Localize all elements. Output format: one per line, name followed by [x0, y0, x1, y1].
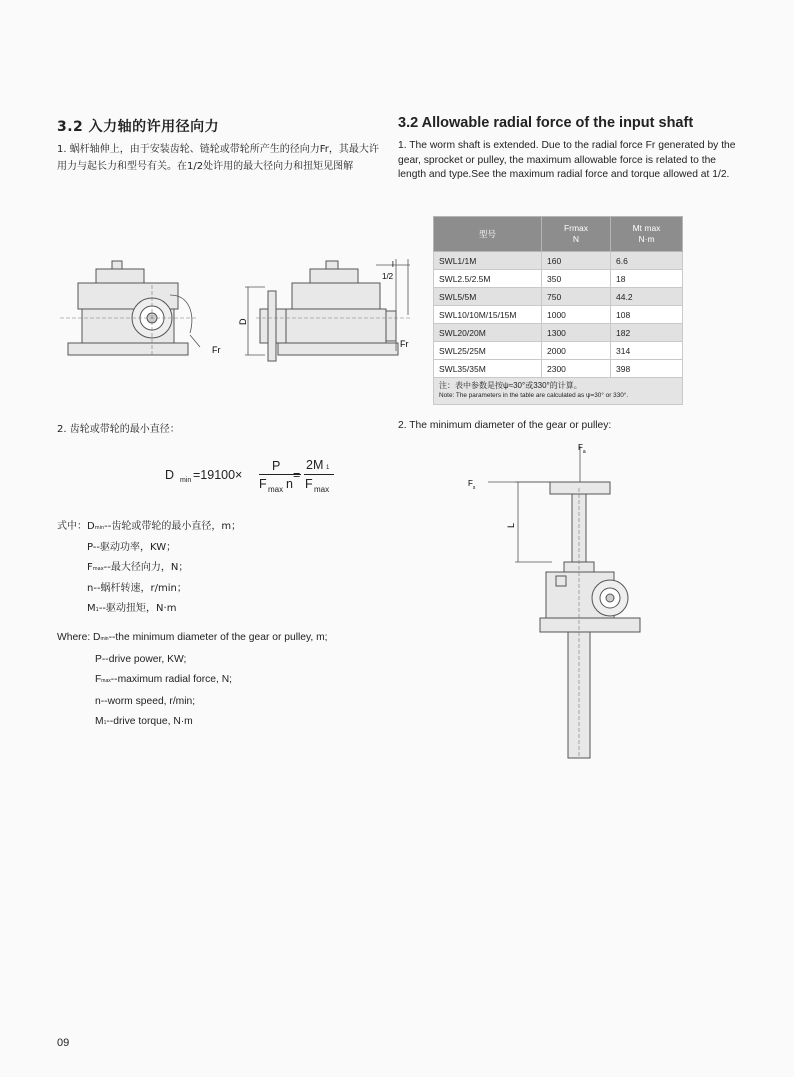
table-row: SWL20/20M 1300 182 — [434, 324, 683, 342]
table-row: SWL35/35M 2300 398 — [434, 360, 683, 378]
l-label: l — [392, 260, 394, 269]
fs-label: $F_s$ — [468, 479, 476, 491]
table-row: SWL10/10M/15/15M 1000 108 — [434, 306, 683, 324]
fr-label-left: Fr — [212, 345, 221, 355]
table-row: SWL25/25M 2000 314 — [434, 342, 683, 360]
table-row: SWL1/1M 160 6.6 — [434, 252, 683, 270]
table-row: SWL2.5/2.5M 350 18 — [434, 270, 683, 288]
section-title-en: 3.2 Allowable radial force of the input shaft — [398, 115, 694, 131]
radial-force-table — [433, 216, 683, 405]
table-row: SWL5/5M 750 44.2 — [434, 288, 683, 306]
length-label: L — [506, 522, 516, 528]
def-line: 式中：Dmin--齿轮或带轮的最小直径，m； — [57, 521, 242, 532]
intro-paragraph-en: 1. The worm shaft is extended. Due to the radial force Fr generated by the gear, sprocket or pulley, the maximum allowable force is related to the length and type.See the maximum radial force and torque allowed at 1/2. — [398, 140, 736, 180]
table-note-en: Note: The parameters in the table are calculated as ψ=30° or 330°. — [439, 392, 629, 399]
intro-paragraph-cn: 1. 蜗杆轴伸上，由于安装齿轮、链轮或带轮所产生的径向力Fr，其最大许用力与起长力和型号有关。在1/2处许用的最大径向力和扭矩见图解 — [57, 144, 379, 172]
def-line: M1--驱动扭矩，N·m — [87, 603, 177, 614]
fr-label-right: Fr — [400, 339, 409, 349]
header-mtmax: Mt max N·m — [611, 217, 683, 252]
definitions-cn — [57, 517, 241, 620]
jack-radial-force-diagram — [60, 255, 420, 375]
def-line: P--驱动功率，KW； — [87, 542, 177, 553]
table-note-cn: 注：表中参数是按ψ≈30°或330°的计算。 — [439, 381, 582, 390]
half-label: 1/2 — [382, 272, 394, 281]
d-label: D — [238, 318, 248, 325]
def-line: n--蜗杆转速，r/min； — [87, 583, 187, 594]
def-line: n--worm speed, r/min; — [95, 695, 196, 707]
page-number: 09 — [57, 1037, 70, 1049]
vertical-jack-diagram — [460, 438, 660, 760]
fa-label: $F_a$ — [578, 443, 586, 455]
header-model: 型号 — [434, 217, 542, 252]
section-title-cn: 3.2 入力轴的许用径向力 — [57, 119, 220, 135]
def-line: P--drive power, KW; — [95, 653, 187, 665]
table-note — [434, 378, 683, 405]
min-diameter-formula: D min =19100× P F max n = 2M 1 F max — [165, 458, 365, 498]
def-line: Fmax--最大径向力，N； — [87, 562, 189, 573]
subsection2-title-cn: 2. 齿轮或带轮的最小直径： — [57, 424, 180, 435]
def-line: M1--drive torque, N·m — [95, 716, 193, 727]
def-line: Fmax--maximum radial force, N; — [95, 674, 233, 685]
subsection2-title-en: 2. The minimum diameter of the gear or pulley: — [398, 420, 612, 431]
header-frmax: Frmax N — [542, 217, 611, 252]
definitions-en — [57, 628, 328, 734]
def-line: Where: Dmin--the minimum diameter of the gear or pulley, m; — [57, 632, 328, 643]
